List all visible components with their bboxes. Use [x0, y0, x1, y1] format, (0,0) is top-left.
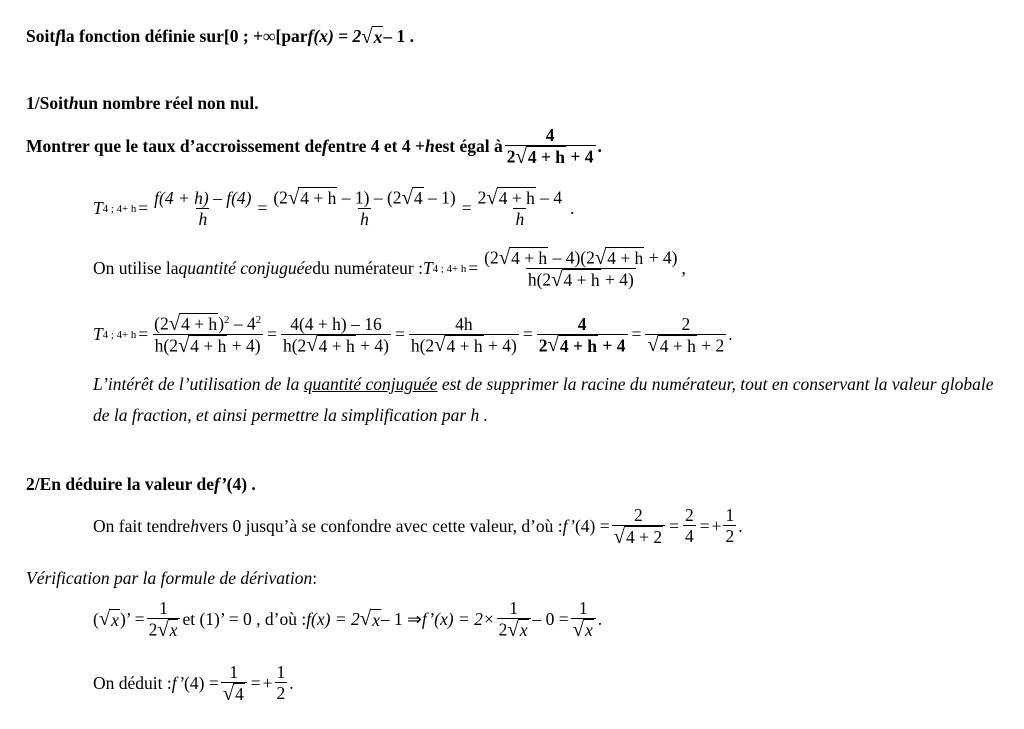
derivative-symbol: f’ — [214, 474, 227, 494]
question-text: Soit — [39, 93, 69, 113]
fraction: (2 √ 4 + h )$^2 - 4^2$ h(2 √ 4 + h + 4) — [154, 312, 262, 357]
fraction: (2 √ 4 + h – 4)(2 √ 4 + h + 4) h(2 √ 4 + h + 4) — [484, 246, 678, 291]
question-2-title: 2/ En déduire la valeur de f’ (4) . — [26, 474, 256, 494]
fraction: 4h h(2 √ 4 + h + 4) — [410, 313, 517, 357]
equation-rate-1: T 4 ; 4+ h = $\frac{f(4 + h) - f(4)}{h}$ = (2 √ 4 + h – 1) – (2 √ 4 – 1) h = 2 √ 4 + h – 4 h . — [93, 186, 575, 230]
fraction: 4 2 √ 4 + h + 4 — [538, 313, 626, 357]
fraction: 1 √ x — [571, 598, 596, 641]
fraction: $\frac{1}{2}$ — [276, 662, 286, 704]
fraction: 2 √ 4 + h – 4 h — [477, 186, 563, 230]
verification-line-2: On déduit : f’ (4) = 1 √ 4 = + $\frac{1}{2}$ . — [93, 662, 294, 705]
intro-text: Soit — [26, 26, 56, 47]
intro-text: – 1 . — [383, 26, 414, 47]
fraction: 1 2 √ x — [147, 598, 181, 641]
fraction: 1 √ 4 — [221, 662, 247, 705]
equation-rate-3: T 4 ; 4+ h = (2 √ 4 + h )$^2 - 4^2$ h(2 √ 4 + h + 4) = 4(4 + h) – 16 h(2 √ 4 + h + 4) = 4h h(2 √ 4 + h + 4) = 4 2 √ 4 + h + 4 = 2 √ 4 + h + 2 . — [93, 312, 733, 357]
statement-text: entre 4 et 4 + — [327, 135, 425, 156]
fraction: $\frac{2}{4}$ — [684, 505, 694, 547]
rate-symbol: T — [93, 324, 103, 345]
equation-rate-2: On utilise la quantité conjuguée du numérateur : T 4 ; 4+ h = (2 √ 4 + h – 4)(2 √ 4 + h + 4) h(2 √ 4 + h + 4) , — [93, 246, 686, 291]
intro-text: par — [281, 26, 308, 47]
question-1-statement: Montrer que le taux d’accroissement de f entre 4 et 4 + h est égal à 4 2 √ 4 + h + 4 . — [26, 125, 602, 168]
variable-h: h — [68, 93, 79, 113]
function-name: f — [322, 135, 328, 156]
fraction: (2 √ 4 + h – 1) – (2 √ 4 – 1) h — [273, 186, 456, 230]
fraction: 4(4 + h) – 16 h(2 √ 4 + h + 4) — [282, 313, 389, 357]
question-text: un nombre réel non nul. — [78, 93, 259, 113]
sqrt: √ x — [361, 25, 383, 48]
target-fraction: 4 2 √ 4 + h + 4 — [506, 125, 594, 168]
function-expression: f(x) = 2 — [307, 26, 362, 47]
intro-text: la fonction définie sur — [61, 26, 224, 47]
intro-line — [26, 26, 414, 47]
interval: [0 ; +∞[ — [223, 26, 282, 47]
conjugate-comment: L’intérêt de l’utilisation de la quantité conjuguée est de supprimer la racine du numérateur, tout en conservant la valeur globale de la fraction, et ainsi permettre la simplification par h . — [93, 374, 994, 425]
limit-line: On fait tendre h vers 0 jusqu’à se confondre avec cette valeur, d’où : f’ (4) = 2 √ 4 + 2 = $\frac{2}{4}$ = + $\frac{1}{2}$ . — [93, 505, 743, 548]
statement-text: est égal à — [434, 135, 503, 156]
fraction: 2 √ 4 + 2 — [612, 505, 665, 548]
fraction: $\frac{1}{2}$ — [725, 505, 735, 547]
verification-line-1: ( √ x )’ = 1 2 √ x et (1)’ = 0 , d’où : f(x) = 2 √ x – 1 ⇒ f’(x) = 2× 1 2 √ x – 0 = 1 √ x . — [93, 598, 603, 641]
fraction: $\frac{f(4 + h) - f(4)}{h}$ — [154, 187, 252, 229]
fraction: 1 2 √ x — [497, 598, 531, 641]
verification-title: Vérification par la formule de dérivation : — [26, 568, 318, 588]
underlined-term: quantité conjuguée — [303, 374, 438, 394]
fraction: 2 √ 4 + h + 2 — [647, 313, 725, 357]
conjugate-term: quantité conjuguée — [178, 258, 313, 279]
rate-symbol: T — [423, 258, 433, 279]
rate-symbol: T — [93, 198, 103, 219]
statement-text: Montrer que le taux d’accroissement de — [26, 135, 322, 156]
variable-h: h — [424, 135, 435, 156]
question-1-title — [26, 93, 259, 114]
function-name: f — [55, 26, 62, 47]
question-number: 1/ — [26, 93, 40, 113]
